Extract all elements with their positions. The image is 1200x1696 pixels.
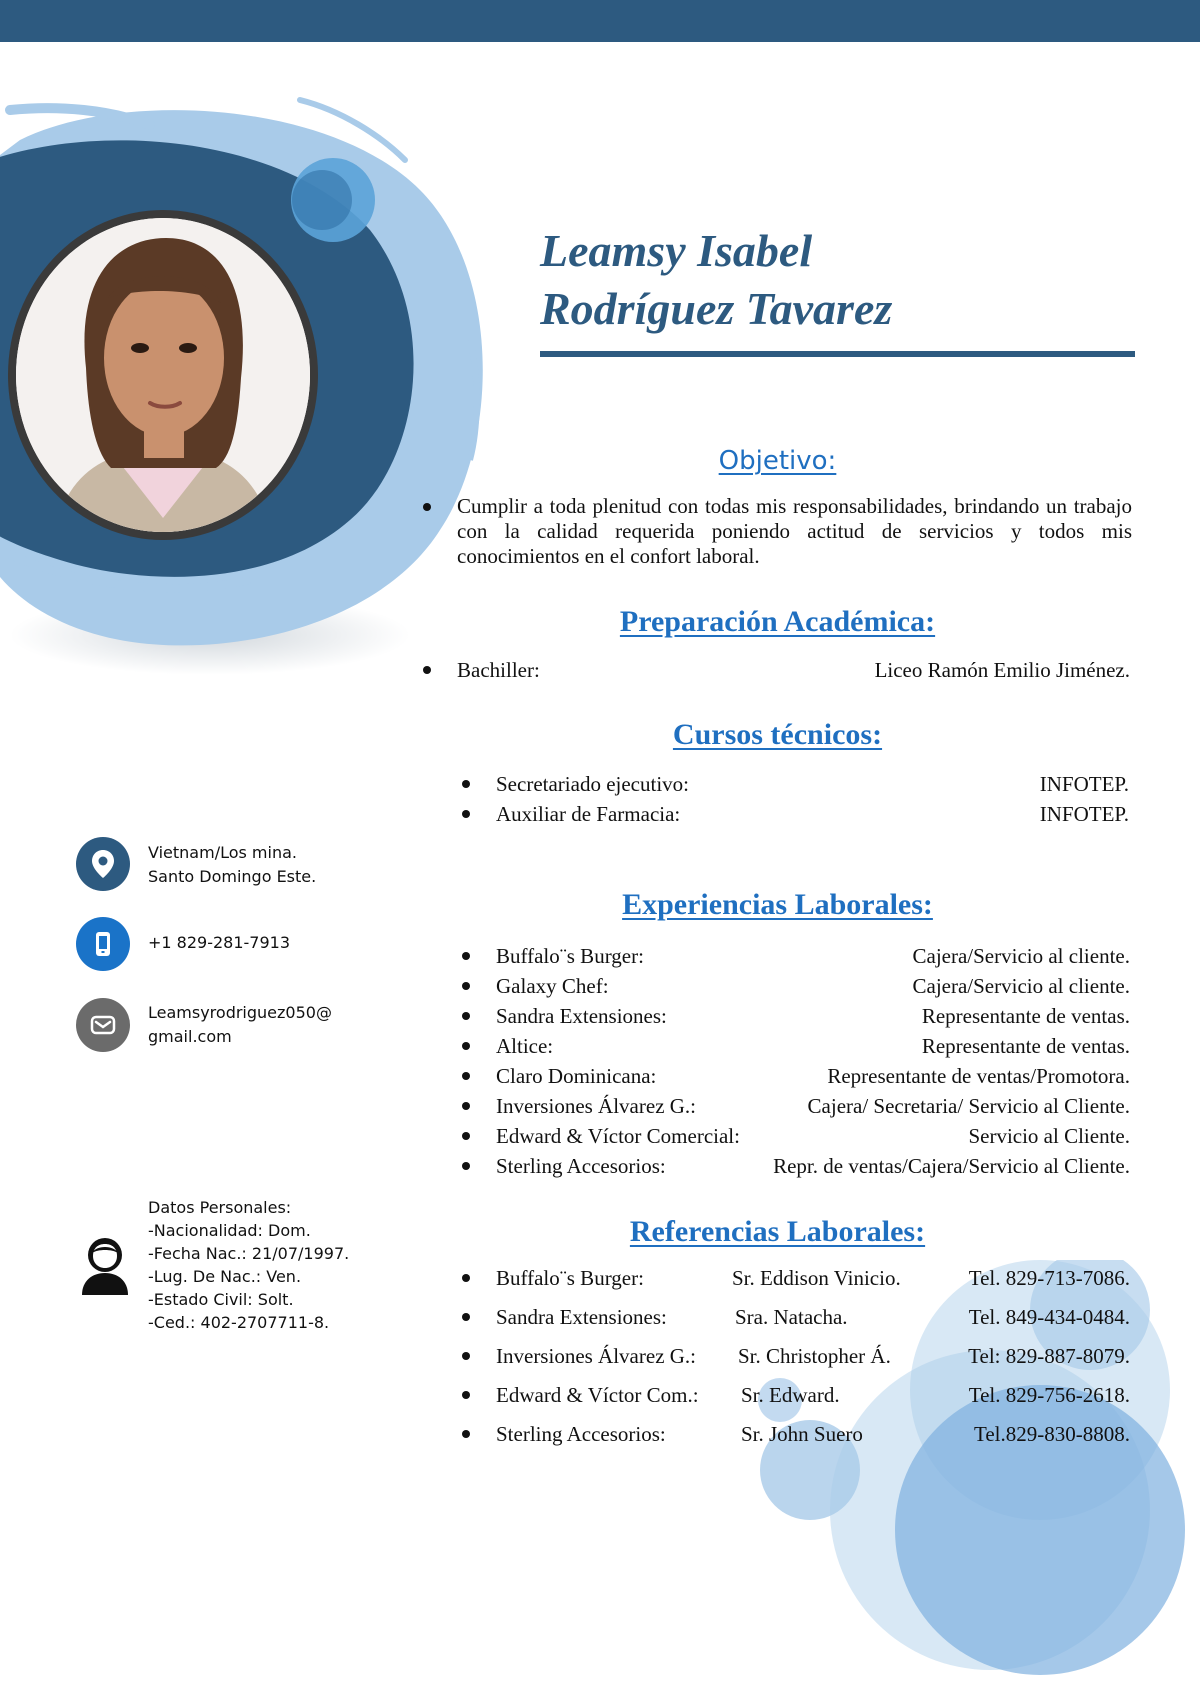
experience-role: Cajera/ Secretaria/ Servicio al Cliente. xyxy=(807,1094,1130,1118)
education-item xyxy=(420,656,1130,684)
objective-text: Cumplir a toda plenitud con todas mis responsabilidades, brindando un trabajo con la calidad requerida poniendo actitud de servicios y todos mis conocimientos en el confort laboral. xyxy=(457,494,1132,568)
email-line-1: Leamsyrodriguez050@ xyxy=(148,1003,332,1022)
experience-item xyxy=(459,1152,1130,1180)
bullet-icon xyxy=(462,1391,470,1399)
reference-item xyxy=(459,1420,1130,1448)
envelope-icon xyxy=(76,998,130,1052)
experience-role: Cajera/Servicio al cliente. xyxy=(912,944,1130,968)
experience-item xyxy=(459,1092,1130,1120)
reference-contact: Sra. Natacha. xyxy=(735,1305,848,1329)
experience-item xyxy=(459,1032,1130,1060)
bullet-icon xyxy=(462,1072,470,1080)
experience-role: Servicio al Cliente. xyxy=(968,1124,1130,1148)
course-item xyxy=(459,800,1129,828)
experience-item xyxy=(459,1122,1130,1150)
top-bar xyxy=(0,0,1200,42)
reference-item xyxy=(459,1264,1130,1292)
reference-contact: Sr. Edward. xyxy=(741,1383,840,1407)
course-value: INFOTEP. xyxy=(1039,772,1129,796)
experience-company: Claro Dominicana: xyxy=(496,1064,657,1088)
personal-birth-date: -Fecha Nac.: 21/07/1997. xyxy=(148,1244,350,1263)
experience-company: Sandra Extensiones: xyxy=(496,1004,667,1028)
section-title-referencias: Referencias Laborales: xyxy=(629,1215,926,1248)
experience-company: Edward & Víctor Comercial: xyxy=(496,1124,740,1148)
bullet-icon xyxy=(462,1313,470,1321)
personal-title: Datos Personales: xyxy=(148,1198,292,1217)
email-line-2: gmail.com xyxy=(148,1027,232,1046)
reference-phone: Tel. 829-756-2618. xyxy=(968,1383,1130,1407)
reference-phone: Tel.829-830-8808. xyxy=(973,1422,1130,1446)
reference-item xyxy=(459,1381,1130,1409)
bullet-icon xyxy=(462,982,470,990)
experience-role: Representante de ventas. xyxy=(921,1034,1130,1058)
experience-role: Repr. de ventas/Cajera/Servicio al Cliente. xyxy=(773,1154,1130,1178)
name-line-2: Rodríguez Tavarez xyxy=(540,283,893,334)
profile-photo xyxy=(16,218,310,532)
experience-item xyxy=(459,942,1130,970)
reference-company: Buffalo¨s Burger: xyxy=(496,1266,644,1290)
reference-phone: Tel: 829-887-8079. xyxy=(968,1344,1130,1368)
experience-company: Altice: xyxy=(496,1034,554,1058)
bullet-icon xyxy=(462,1274,470,1282)
bullet-icon xyxy=(462,1162,470,1170)
bullet-icon xyxy=(462,1102,470,1110)
name-divider xyxy=(540,351,1135,357)
personal-nationality: -Nacionalidad: Dom. xyxy=(148,1221,311,1240)
reference-contact: Sr. Eddison Vinicio. xyxy=(732,1266,901,1290)
reference-item xyxy=(459,1303,1130,1331)
experience-company: Buffalo¨s Burger: xyxy=(496,944,644,968)
phone-icon xyxy=(76,917,130,971)
section-title-objetivo: Objetivo: xyxy=(718,446,837,476)
section-title-experiencias: Experiencias Laborales: xyxy=(622,888,933,921)
reference-phone: Tel. 829-713-7086. xyxy=(968,1266,1130,1290)
reference-item xyxy=(459,1342,1130,1370)
course-label: Auxiliar de Farmacia: xyxy=(496,802,681,826)
section-title-cursos: Cursos técnicos: xyxy=(672,718,883,751)
experience-item xyxy=(459,1062,1130,1090)
education-label: Bachiller: xyxy=(457,658,540,682)
reference-contact: Sr. John Suero xyxy=(741,1422,863,1446)
experience-role: Cajera/Servicio al cliente. xyxy=(912,974,1130,998)
bullet-icon xyxy=(462,780,470,788)
phone-text[interactable]: +1 829-281-7913 xyxy=(148,933,291,952)
personal-id: -Ced.: 402-2707711-8. xyxy=(148,1313,330,1332)
profile-photo-frame xyxy=(8,210,318,540)
name-line-1: Leamsy Isabel xyxy=(540,225,813,276)
bullet-icon xyxy=(462,1430,470,1438)
address-text xyxy=(148,841,316,889)
person-icon xyxy=(78,1235,132,1297)
reference-company: Inversiones Álvarez G.: xyxy=(496,1344,697,1368)
bullet-icon xyxy=(462,1012,470,1020)
experience-role: Representante de ventas. xyxy=(921,1004,1130,1028)
bullet-icon xyxy=(423,503,431,511)
bullet-icon xyxy=(423,666,431,674)
reference-phone: Tel. 849-434-0484. xyxy=(968,1305,1130,1329)
personal-civil-status: -Estado Civil: Solt. xyxy=(148,1290,294,1309)
email-text[interactable] xyxy=(148,1001,332,1049)
bullet-icon xyxy=(462,1132,470,1140)
reference-company: Sterling Accesorios: xyxy=(496,1422,666,1446)
bullet-icon xyxy=(462,810,470,818)
location-pin-icon xyxy=(76,837,130,891)
reference-company: Edward & Víctor Com.: xyxy=(496,1383,699,1407)
section-title-preparacion: Preparación Académica: xyxy=(619,605,936,638)
experience-company: Sterling Accesorios: xyxy=(496,1154,666,1178)
experience-role: Representante de ventas/Promotora. xyxy=(827,1064,1130,1088)
address-line-2: Santo Domingo Este. xyxy=(148,867,317,886)
reference-contact: Sr. Christopher Á. xyxy=(738,1344,891,1368)
education-value: Liceo Ramón Emilio Jiménez. xyxy=(874,658,1130,682)
experience-company: Galaxy Chef: xyxy=(496,974,609,998)
person-portrait xyxy=(16,218,310,532)
experience-item xyxy=(459,972,1130,1000)
bullet-icon xyxy=(462,1042,470,1050)
personal-data xyxy=(148,1196,349,1334)
objective-item xyxy=(420,494,1132,569)
course-label: Secretariado ejecutivo: xyxy=(496,772,689,796)
address-line-1: Vietnam/Los mina. xyxy=(148,843,297,862)
bullet-icon xyxy=(462,952,470,960)
experience-item xyxy=(459,1002,1130,1030)
candidate-name xyxy=(540,222,1140,338)
course-item xyxy=(459,770,1129,798)
bullet-icon xyxy=(462,1352,470,1360)
course-value: INFOTEP. xyxy=(1039,802,1129,826)
personal-birth-place: -Lug. De Nac.: Ven. xyxy=(148,1267,302,1286)
reference-company: Sandra Extensiones: xyxy=(496,1305,667,1329)
experience-company: Inversiones Álvarez G.: xyxy=(496,1094,697,1118)
